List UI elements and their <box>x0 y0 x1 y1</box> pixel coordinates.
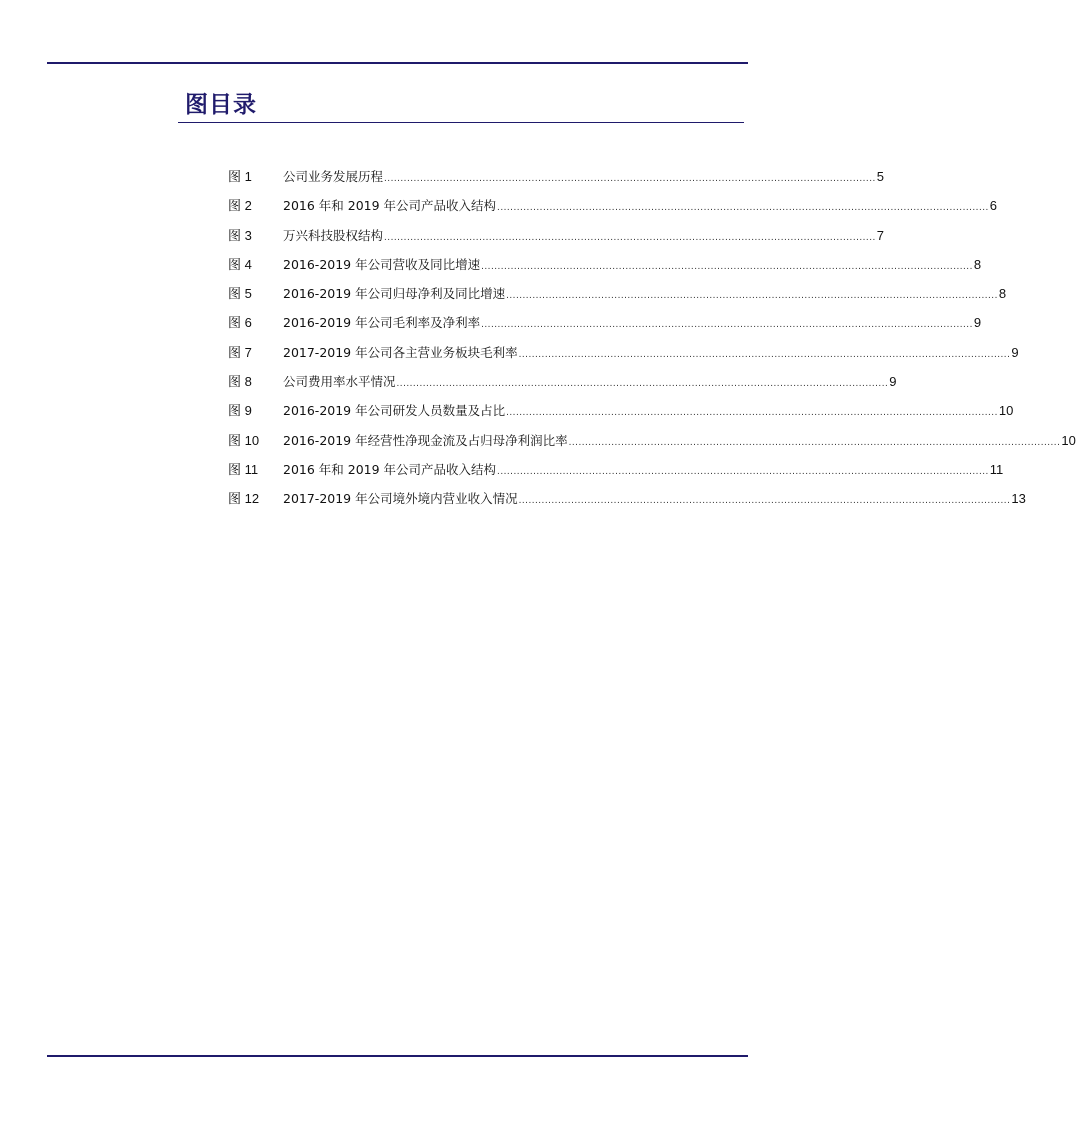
toc-entry[interactable] <box>228 312 982 341</box>
page-number[interactable]: 9 <box>889 374 897 390</box>
toc-entry[interactable] <box>228 459 1004 488</box>
toc-entry[interactable] <box>228 283 1007 312</box>
dot-leader: ...................................................................................................................................................... <box>481 260 973 272</box>
figure-label: 图 7 <box>228 344 252 360</box>
figure-title[interactable]: 2016-2019 年公司研发人员数量及占比 <box>283 403 506 419</box>
dot-leader: ...................................................................................................................................................... <box>518 495 1011 507</box>
figure-title[interactable]: 2017-2019 年公司境外境内营业收入情况 <box>283 491 518 507</box>
dot-leader: ...................................................................................................................................................... <box>384 173 876 184</box>
figure-label: 图 8 <box>228 374 252 390</box>
dot-leader: ...................................................................................................................................................... <box>568 436 1061 448</box>
figure-title[interactable]: 2016 年和 2019 年公司产品收入结构 <box>283 198 497 214</box>
toc-entry[interactable] <box>228 254 982 283</box>
dot-leader: ...................................................................................................................................................... <box>506 407 998 419</box>
toc-entry[interactable] <box>228 488 1026 517</box>
toc-entry[interactable] <box>228 430 1076 459</box>
page-number[interactable]: 5 <box>876 169 884 184</box>
toc-entry[interactable] <box>228 371 897 400</box>
figure-title[interactable]: 2016-2019 年公司归母净利及同比增速 <box>283 286 506 302</box>
page-number[interactable]: 6 <box>989 198 998 214</box>
page-number[interactable]: 10 <box>1061 432 1076 448</box>
dot-leader: ...................................................................................................................................................... <box>497 465 989 477</box>
page-title: 图目录 <box>185 92 257 118</box>
figure-label: 图 4 <box>228 256 252 272</box>
dot-leader: ...................................................................................................................................................... <box>384 231 876 243</box>
figure-label: 图 9 <box>228 403 252 419</box>
page-number[interactable]: 11 <box>989 461 1004 477</box>
figure-title[interactable]: 2017-2019 年公司各主营业务板块毛利率 <box>283 344 518 360</box>
figure-title[interactable]: 2016 年和 2019 年公司产品收入结构 <box>283 461 497 477</box>
figure-list <box>228 166 1076 518</box>
bottom-divider <box>47 1055 748 1057</box>
toc-entry[interactable] <box>228 195 998 224</box>
page-number[interactable]: 10 <box>998 403 1014 419</box>
page-number[interactable]: 8 <box>973 256 982 272</box>
toc-entry[interactable] <box>228 342 1019 371</box>
toc-entry[interactable] <box>228 400 1014 429</box>
dot-leader: ...................................................................................................................................................... <box>396 378 889 390</box>
toc-entry[interactable] <box>228 225 884 254</box>
dot-leader: ...................................................................................................................................................... <box>506 290 998 302</box>
page-number[interactable]: 8 <box>998 286 1007 302</box>
dot-leader: ...................................................................................................................................................... <box>497 202 989 214</box>
figure-title[interactable]: 公司业务发展历程 <box>283 169 384 184</box>
figure-label: 图 12 <box>228 491 260 507</box>
figure-title[interactable]: 公司费用率水平情况 <box>283 374 396 390</box>
title-underline <box>178 122 744 123</box>
figure-title[interactable]: 2016-2019 年公司营收及同比增速 <box>283 256 481 272</box>
figure-title[interactable]: 2016-2019 年公司毛利率及净利率 <box>283 315 481 331</box>
page-number[interactable]: 13 <box>1011 491 1026 507</box>
figure-label: 图 6 <box>228 315 252 331</box>
top-divider <box>47 62 748 64</box>
figure-label: 图 1 <box>228 169 252 184</box>
page-number[interactable]: 7 <box>876 227 884 243</box>
figure-label: 图 5 <box>228 286 252 302</box>
figure-title[interactable]: 2016-2019 年经营性净现金流及占归母净利润比率 <box>283 432 568 448</box>
dot-leader: ...................................................................................................................................................... <box>518 348 1011 360</box>
figure-label: 图 10 <box>228 432 260 448</box>
page-number[interactable]: 9 <box>973 315 982 331</box>
toc-entry[interactable] <box>228 166 884 195</box>
figure-label: 图 11 <box>228 461 259 477</box>
figure-label: 图 3 <box>228 227 252 243</box>
page-number[interactable]: 9 <box>1011 344 1019 360</box>
figure-label: 图 2 <box>228 198 252 214</box>
dot-leader: ...................................................................................................................................................... <box>481 319 973 331</box>
figure-title[interactable]: 万兴科技股权结构 <box>283 227 384 243</box>
